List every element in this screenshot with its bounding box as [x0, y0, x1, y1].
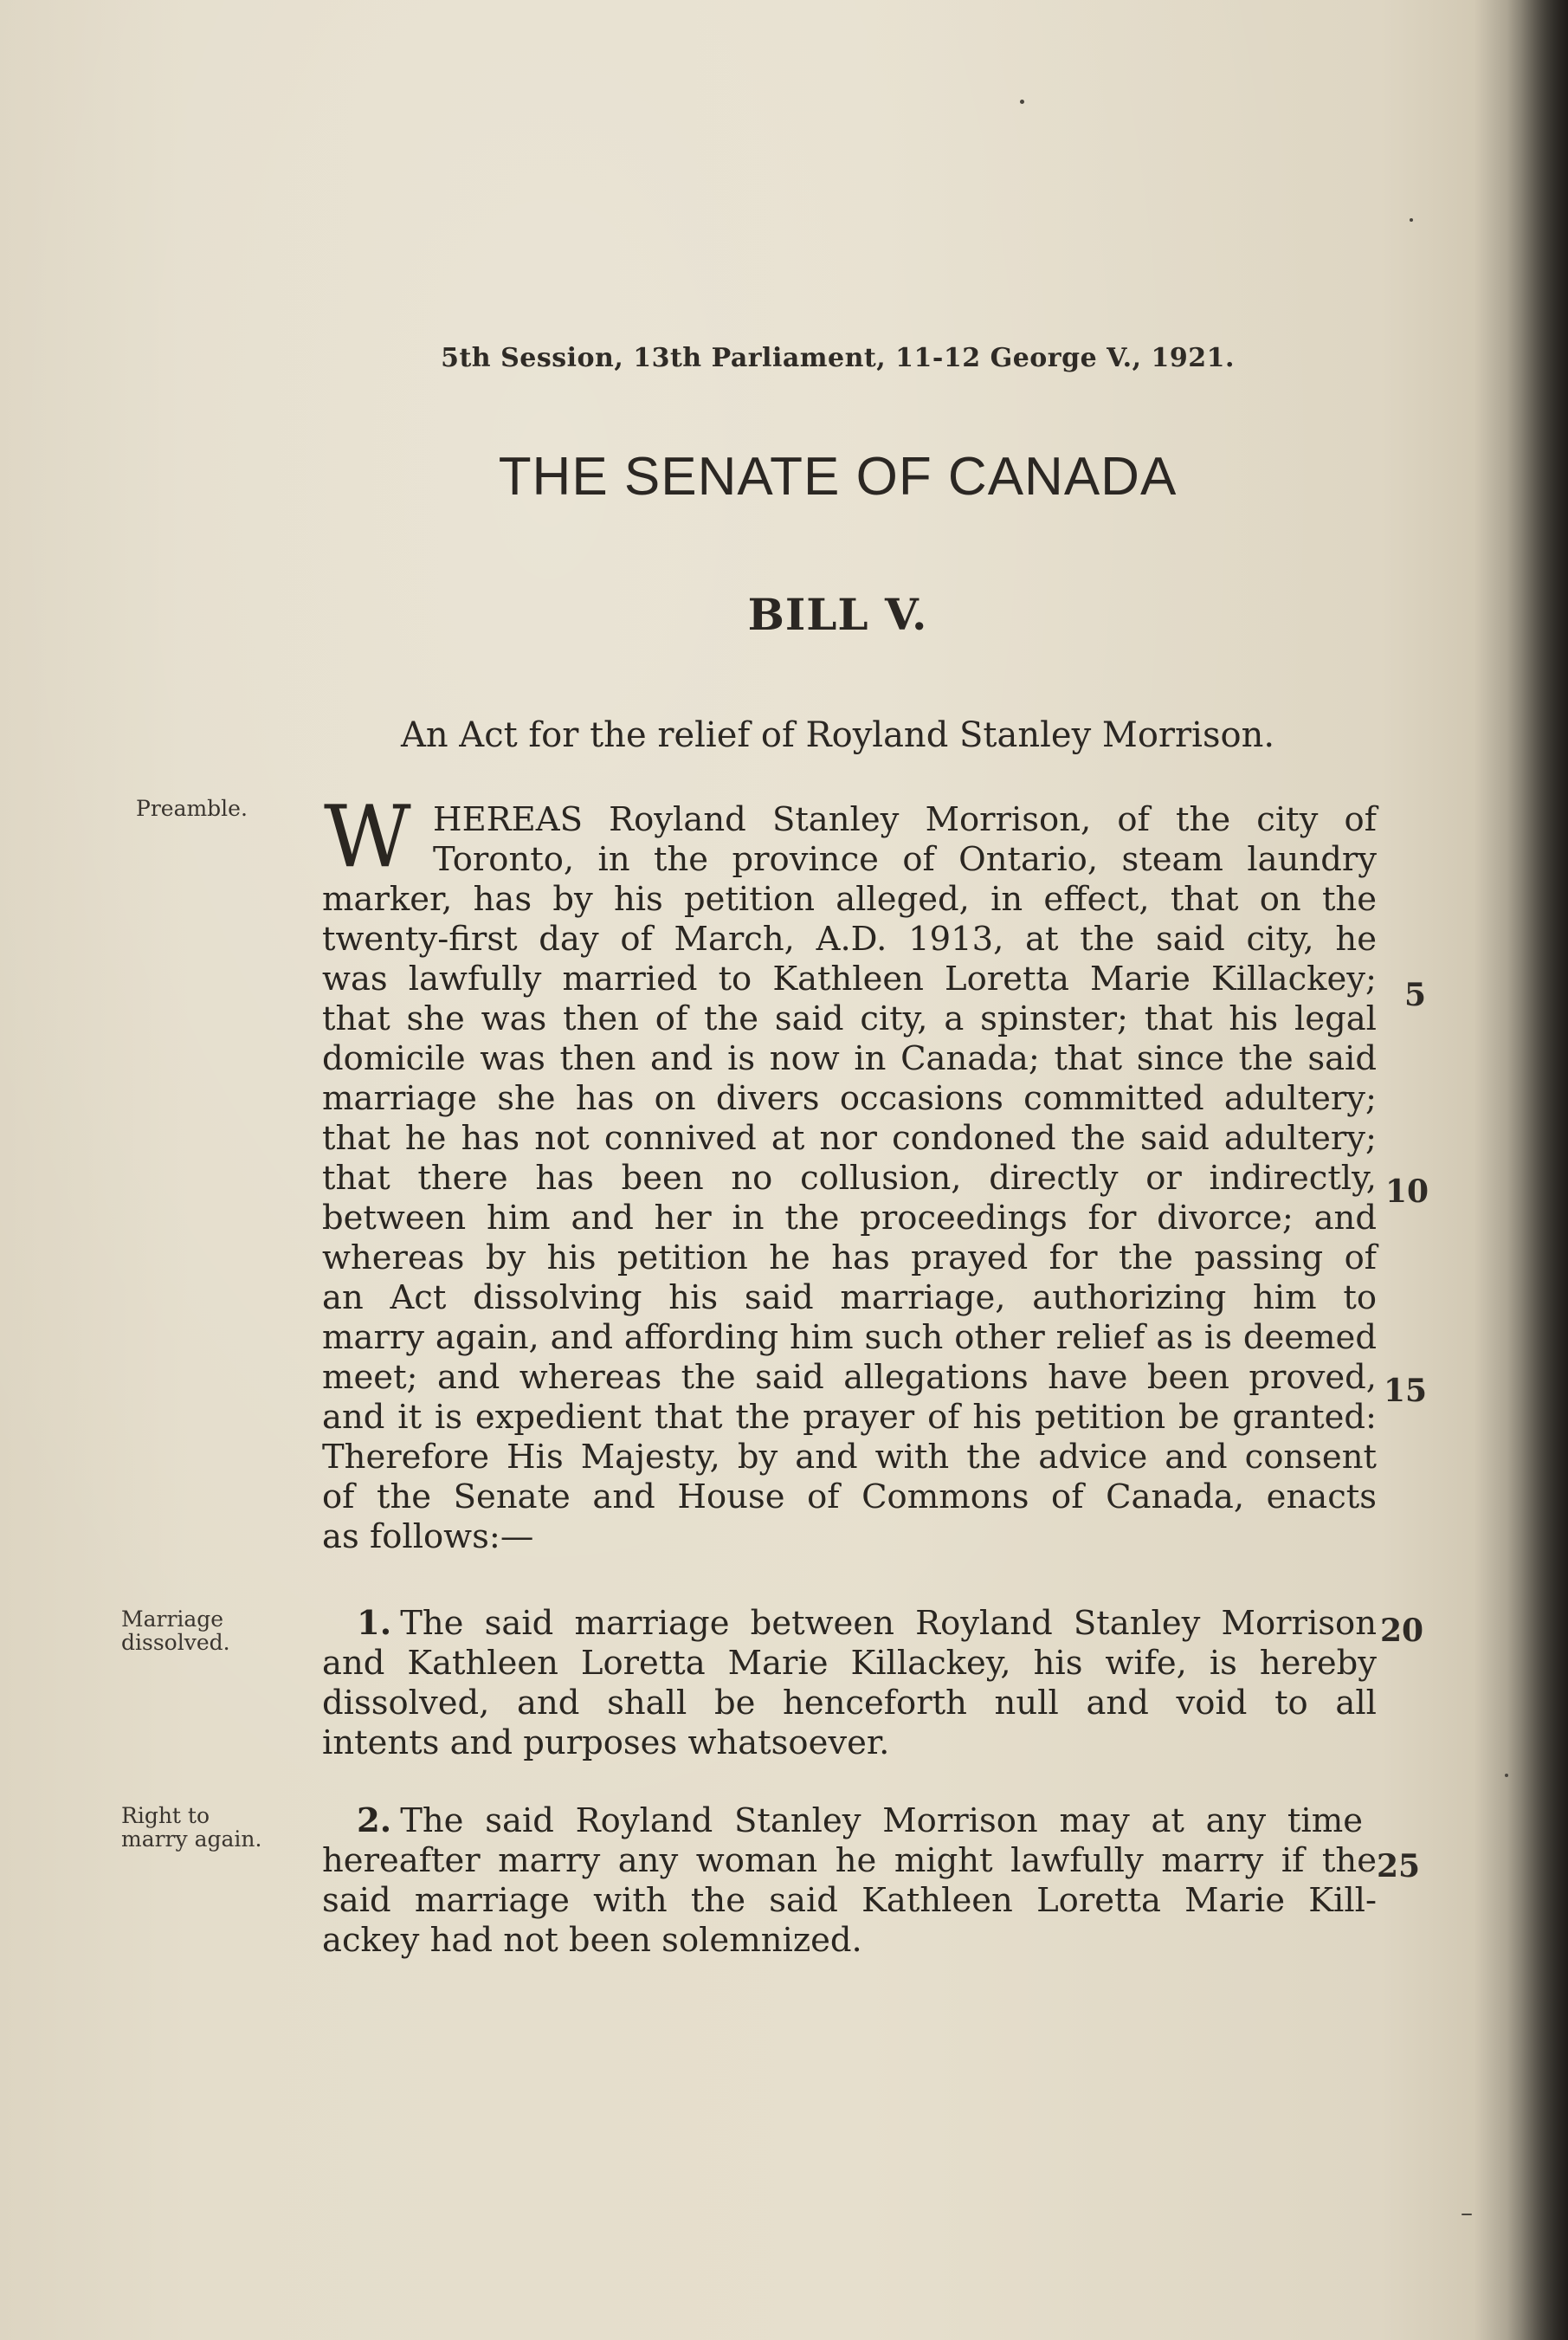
act-title: An Act for the relief of Royland Stanley Morrison. — [400, 715, 1275, 755]
section-line: dissolved, and shall be henceforth null and void to all — [322, 1684, 1377, 1723]
section-line: The said marriage between Royland Stanley Morrison — [400, 1604, 1377, 1643]
preamble-line: was lawfully married to Kathleen Loretta Marie Killackey; — [322, 960, 1377, 999]
section-2-first-line — [357, 1801, 1363, 1840]
paper-speck — [1410, 218, 1413, 222]
preamble-line: HEREAS Royland Stanley Morrison, of the city of — [433, 800, 1377, 839]
paper-speck — [1462, 2214, 1472, 2215]
preamble-line: marriage she has on divers occasions committed adultery; — [322, 1079, 1377, 1118]
preamble-line: that there has been no collusion, directly or indirectly, — [322, 1159, 1377, 1198]
line-number: 15 — [1384, 1373, 1428, 1409]
margin-note-line: Right to — [121, 1803, 210, 1828]
preamble-line: Therefore His Majesty, by and with the advice and consent — [322, 1438, 1377, 1477]
binding-shadow — [1507, 0, 1568, 2340]
preamble-line: that she was then of the said city, a spinster; that his legal — [322, 999, 1377, 1038]
preamble-line: an Act dissolving his said marriage, authorizing him to — [322, 1278, 1377, 1317]
section-1-first-line — [357, 1604, 1377, 1643]
drop-cap: W — [324, 788, 411, 887]
line-number: 20 — [1380, 1613, 1424, 1649]
line-number: 5 — [1404, 977, 1427, 1013]
preamble-line: meet; and whereas the said allegations have been proved, — [322, 1358, 1377, 1397]
section-line: The said Royland Stanley Morrison may at any time — [400, 1801, 1363, 1840]
line-number: 10 — [1385, 1173, 1429, 1210]
preamble-line: Toronto, in the province of Ontario, steam laundry — [433, 840, 1377, 879]
section-number: 1. — [357, 1604, 392, 1643]
margin-note-preamble: Preamble. — [136, 796, 248, 821]
preamble-line: as follows:— — [322, 1517, 534, 1556]
margin-note-line: Marriage — [121, 1606, 224, 1632]
section-line: and Kathleen Loretta Marie Killackey, his wife, is hereby — [322, 1644, 1377, 1683]
chamber-title: THE SENATE OF CANADA — [498, 447, 1178, 507]
margin-note-line: dissolved. — [121, 1630, 230, 1655]
preamble-line: whereas by his petition he has prayed for the passing of — [322, 1238, 1377, 1277]
preamble-line: of the Senate and House of Commons of Canada, enacts — [322, 1477, 1377, 1516]
preamble-line: domicile was then and is now in Canada; that since the said — [322, 1039, 1377, 1078]
preamble-line: marker, has by his petition alleged, in effect, that on the — [322, 880, 1377, 919]
preamble-line: twenty-first day of March, A.D. 1913, at the said city, he — [322, 920, 1377, 959]
section-line: ackey had not been solemnized. — [322, 1921, 862, 1960]
margin-note-line: marry again. — [121, 1826, 262, 1852]
margin-note-right-to-marry — [121, 1804, 294, 1851]
section-line: said marriage with the said Kathleen Loretta Marie Kill- — [322, 1881, 1377, 1920]
preamble-line: that he has not connived at nor condoned the said adultery; — [322, 1119, 1377, 1158]
paper-speck — [1020, 100, 1024, 104]
section-line: intents and purposes whatsoever. — [322, 1723, 890, 1762]
preamble-line: marry again, and affording him such other relief as is deemed — [322, 1318, 1377, 1357]
margin-note-marriage-dissolved — [121, 1607, 294, 1654]
section-number: 2. — [357, 1801, 392, 1840]
line-number: 25 — [1377, 1848, 1421, 1884]
preamble-line: and it is expedient that the prayer of his petition be granted: — [322, 1398, 1377, 1437]
bill-number: BILL V. — [747, 589, 928, 640]
preamble-line: between him and her in the proceedings for divorce; and — [322, 1199, 1377, 1238]
session-heading: 5th Session, 13th Parliament, 11-12 George V., 1921. — [441, 343, 1235, 373]
section-line: hereafter marry any woman he might lawfully marry if the — [322, 1841, 1377, 1880]
